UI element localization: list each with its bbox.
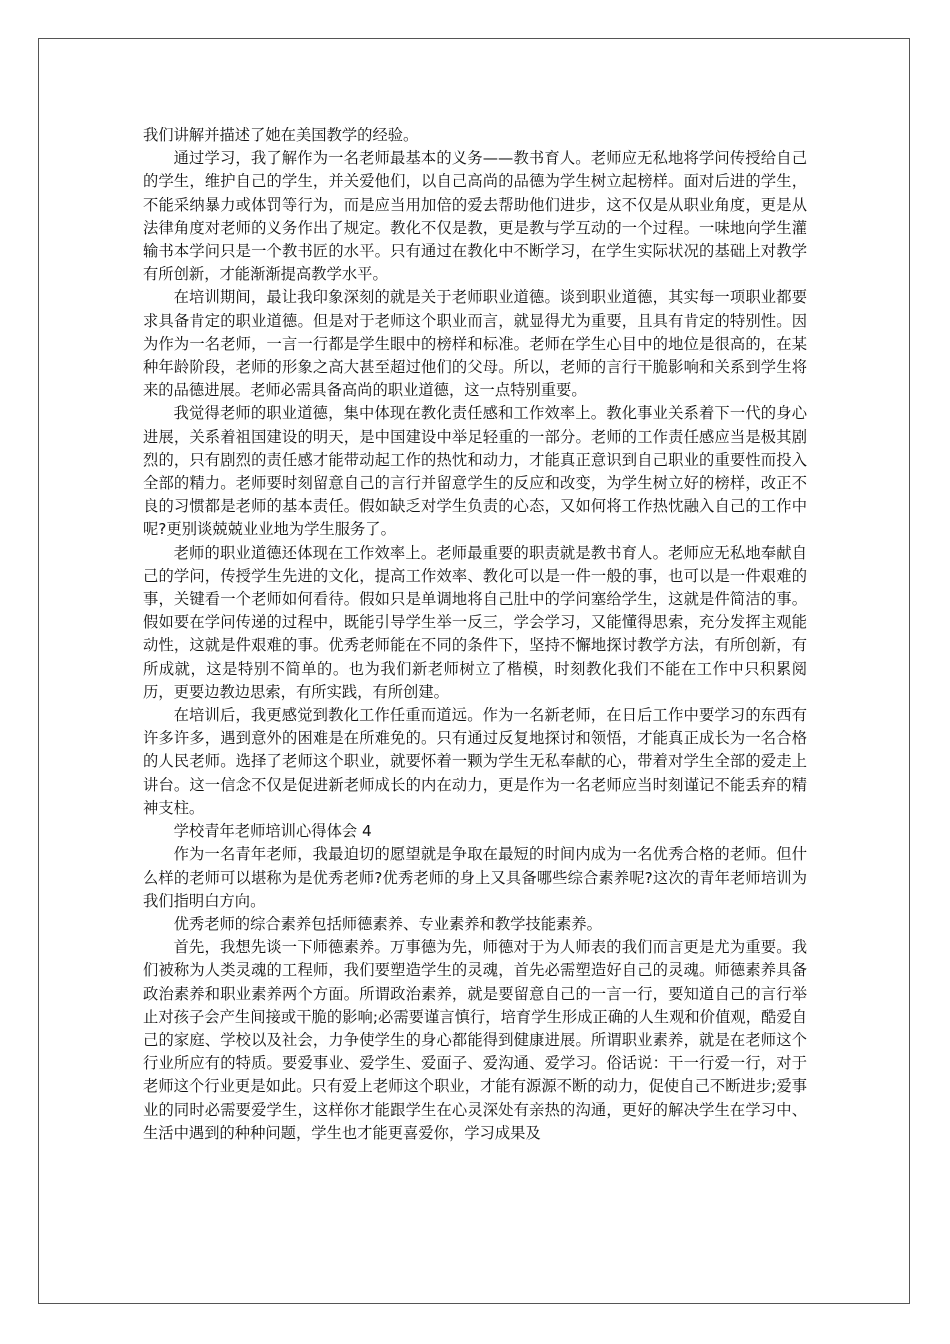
- paragraph-3: 在培训期间，最让我印象深刻的就是关于老师职业道德。谈到职业道德，其实每一项职业都要求具备肯定的职业道德。但是对于老师这个职业而言，就显得尤为重要，且具有肯定的特别性。因为作为一名老师，一言一行都是学生眼中的榜样和标准。老师在学生心目中的地位是很高的，在某种年龄阶段，老师的形象之高大甚至超过他们的父母。所以，老师的言行干脆影响和关系到学生将来的品德进展。老师必需具备高尚的职业道德，这一点特别重要。: [143, 288, 807, 400]
- paragraph-1: 我们讲解并描述了她在美国教学的经验。: [143, 126, 419, 144]
- paragraph-8: 作为一名青年老师，我最迫切的愿望就是争取在最短的时间内成为一名优秀合格的老师。但什么样的老师可以堪称为是优秀老师?优秀老师的身上又具备哪些综合素养呢?这次的青年老师培训为我们指明白方向。: [143, 845, 807, 910]
- paragraph-4: 我觉得老师的职业道德，集中体现在教化责任感和工作效率上。教化事业关系着下一代的身心进展，关系着祖国建设的明天，是中国建设中举足轻重的一部分。老师的工作责任感应当是极其剧烈的，只有剧烈的责任感才能带动起工作的热忱和动力，才能真正意识到自己职业的重要性而投入全部的精力。老师要时刻留意自己的言行并留意学生的反应和改变，为学生树立好的榜样，改正不良的习惯都是老师的基本责任。假如缺乏对学生负责的心态，又如何将工作热忱融入自己的工作中呢?更别谈兢兢业业地为学生服务了。: [143, 404, 807, 539]
- paragraph-6: 在培训后，我更感觉到教化工作任重而道远。作为一名新老师，在日后工作中要学习的东西有许多许多，遇到意外的困难是在所难免的。只有通过反复地探讨和领悟，才能真正成长为一名合格的人民老师。选择了老师这个职业，就要怀着一颗为学生无私奉献的心，带着对学生全部的爱走上讲台。这一信念不仅是促进新老师成长的内在动力，更是作为一名老师应当时刻谨记不能丢弃的精神支柱。: [143, 706, 807, 817]
- section-heading: 学校青年老师培训心得体会 4: [173, 822, 372, 841]
- paragraph-10: 首先，我想先谈一下师德素养。万事德为先，师德对于为人师表的我们而言更是尤为重要。我们被称为人类灵魂的工程师，我们要塑造学生的灵魂，首先必需塑造好自己的灵魂。师德素养具备政治素养和职业素养两个方面。所谓政治素养，就是要留意自己的一言一行，要知道自己的言行举止对孩子会产生间接或干脆的影响;必需要谨言慎行，培育学生形成正确的人生观和价值观，酷爱自己的家庭、学校以及社会，力争使学生的身心都能得到健康进展。所谓职业素养，就是在老师这个行业所应有的特质。要爱事业、爱学生、爱面子、爱沟通、爱学习。俗话说：干一行爱一行，对于老师这个行业更是如此。只有爱上老师这个职业，才能有源源不断的动力，促使自己不断进步;爱事业的同时必需要爱学生，这样你才能跟学生在心灵深处有亲热的沟通，更好的解决学生在学习中、生活中遇到的种种问题，学生也才能更喜爱你，学习成果及: [143, 938, 807, 1142]
- document-body: [143, 124, 807, 1145]
- paragraph-9: 优秀老师的综合素养包括师德素养、专业素养和教学技能素养。: [173, 914, 602, 933]
- paragraph-2: 通过学习，我了解作为一名老师最基本的义务——教书育人。老师应无私地将学问传授给自己的学生，维护自己的学生，并关爱他们，以自己高尚的品德为学生树立起榜样。面对后进的学生，不能采纳暴力或体罚等行为，而是应当用加倍的爱去帮助他们进步，这不仅是从职业角度，更是从法律角度对老师的义务作出了规定。教化不仅是教，更是教与学互动的一个过程。一味地向学生灌输书本学问只是一个教书匠的水平。只有通过在教化中不断学习，在学生实际状况的基础上对教学有所创新，才能渐渐提高教学水平。: [143, 149, 807, 284]
- paragraph-5: 老师的职业道德还体现在工作效率上。老师最重要的职责就是教书育人。老师应无私地奉献自己的学问，传授学生先进的文化，提高工作效率、教化可以是一件一般的事，也可以是一件艰难的事，关键看一个老师如何看待。假如只是单调地将自己肚中的学问塞给学生，这就是件简洁的事。假如要在学问传递的过程中，既能引导学生举一反三，学会学习，又能懂得思索，充分发挥主观能动性，这就是件艰难的事。优秀老师能在不同的条件下，坚持不懈地探讨教学方法，有所创新，有所成就，这是特别不简单的。也为我们新老师树立了楷模，时刻教化我们不能在工作中只积累阅历，更要边教边思索，有所实践，有所创建。: [143, 543, 807, 701]
